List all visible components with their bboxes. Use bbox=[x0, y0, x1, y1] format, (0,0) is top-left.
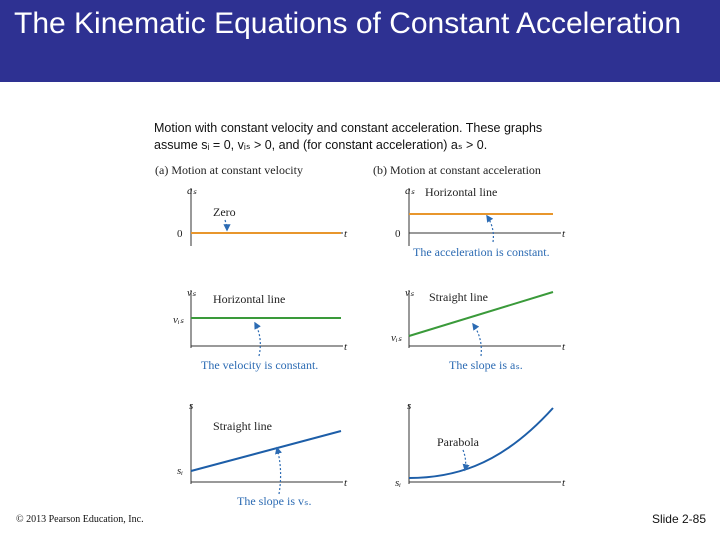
b-pos-y-label: s bbox=[407, 400, 412, 412]
a-vel-intercept-label: vᵢₛ bbox=[173, 314, 184, 326]
title-bar bbox=[0, 0, 720, 82]
a-pos-intercept-label: sᵢ bbox=[177, 465, 184, 477]
a-pos-x-label: t bbox=[344, 477, 348, 489]
b-vel-intercept-label: vᵢₛ bbox=[391, 332, 402, 344]
panel-a-velocity-graph bbox=[173, 287, 348, 372]
a-accel-x-label: t bbox=[344, 228, 348, 240]
a-pos-caption: The slope is vₛ. bbox=[237, 494, 312, 508]
copyright-notice: © 2013 Pearson Education, Inc. bbox=[16, 514, 144, 525]
panel-b-position-graph bbox=[395, 400, 566, 489]
panel-b-heading: (b) Motion at constant acceleration bbox=[373, 163, 541, 177]
panel-b-velocity-graph bbox=[391, 287, 566, 372]
a-pos-y-label: s bbox=[189, 400, 194, 412]
b-pos-x-label: t bbox=[562, 477, 566, 489]
a-vel-note: Horizontal line bbox=[213, 292, 286, 306]
panel-a-acceleration-graph bbox=[177, 185, 348, 246]
b-accel-arrow bbox=[487, 216, 493, 242]
a-accel-y-label: aₛ bbox=[187, 185, 197, 197]
a-pos-note: Straight line bbox=[213, 419, 272, 433]
a-vel-x-label: t bbox=[344, 341, 348, 353]
b-accel-x-label: t bbox=[562, 228, 566, 240]
b-pos-parabola bbox=[409, 408, 553, 478]
b-accel-note: Horizontal line bbox=[425, 185, 498, 199]
a-vel-y-label: vₛ bbox=[187, 287, 196, 299]
a-accel-origin: 0 bbox=[177, 228, 183, 240]
kinematics-graphs-figure bbox=[145, 158, 585, 518]
caption-line-1: Motion with constant velocity and constant acceleration. These graphs bbox=[154, 121, 543, 135]
b-accel-y-label: aₛ bbox=[405, 185, 415, 197]
b-vel-note: Straight line bbox=[429, 290, 488, 304]
b-vel-y-label: vₛ bbox=[405, 287, 414, 299]
b-vel-arrow bbox=[473, 324, 481, 356]
a-vel-caption: The velocity is constant. bbox=[201, 358, 319, 372]
figure-caption bbox=[154, 120, 624, 154]
panel-a-position-graph bbox=[177, 400, 348, 508]
a-pos-straight-line bbox=[191, 431, 341, 471]
b-vel-caption: The slope is aₛ. bbox=[449, 358, 523, 372]
panel-a-heading: (a) Motion at constant velocity bbox=[155, 163, 303, 177]
b-accel-caption: The acceleration is constant. bbox=[413, 245, 550, 259]
panel-b-acceleration-graph bbox=[395, 185, 566, 259]
slide-number: Slide 2-85 bbox=[651, 512, 706, 526]
a-accel-arrow bbox=[225, 220, 227, 230]
slide-title: The Kinematic Equations of Constant Acceleration bbox=[14, 7, 682, 40]
b-pos-intercept-label: sᵢ bbox=[395, 477, 402, 489]
b-pos-arrow bbox=[463, 450, 466, 470]
a-pos-arrow bbox=[277, 448, 281, 494]
a-vel-arrow bbox=[255, 323, 260, 356]
caption-line-2: assume sᵢ = 0, vᵢₛ > 0, and (for constant acceleration) aₛ > 0. bbox=[154, 138, 488, 152]
a-accel-note: Zero bbox=[213, 205, 236, 219]
b-accel-origin: 0 bbox=[395, 228, 401, 240]
b-pos-note: Parabola bbox=[437, 435, 479, 449]
b-vel-x-label: t bbox=[562, 341, 566, 353]
